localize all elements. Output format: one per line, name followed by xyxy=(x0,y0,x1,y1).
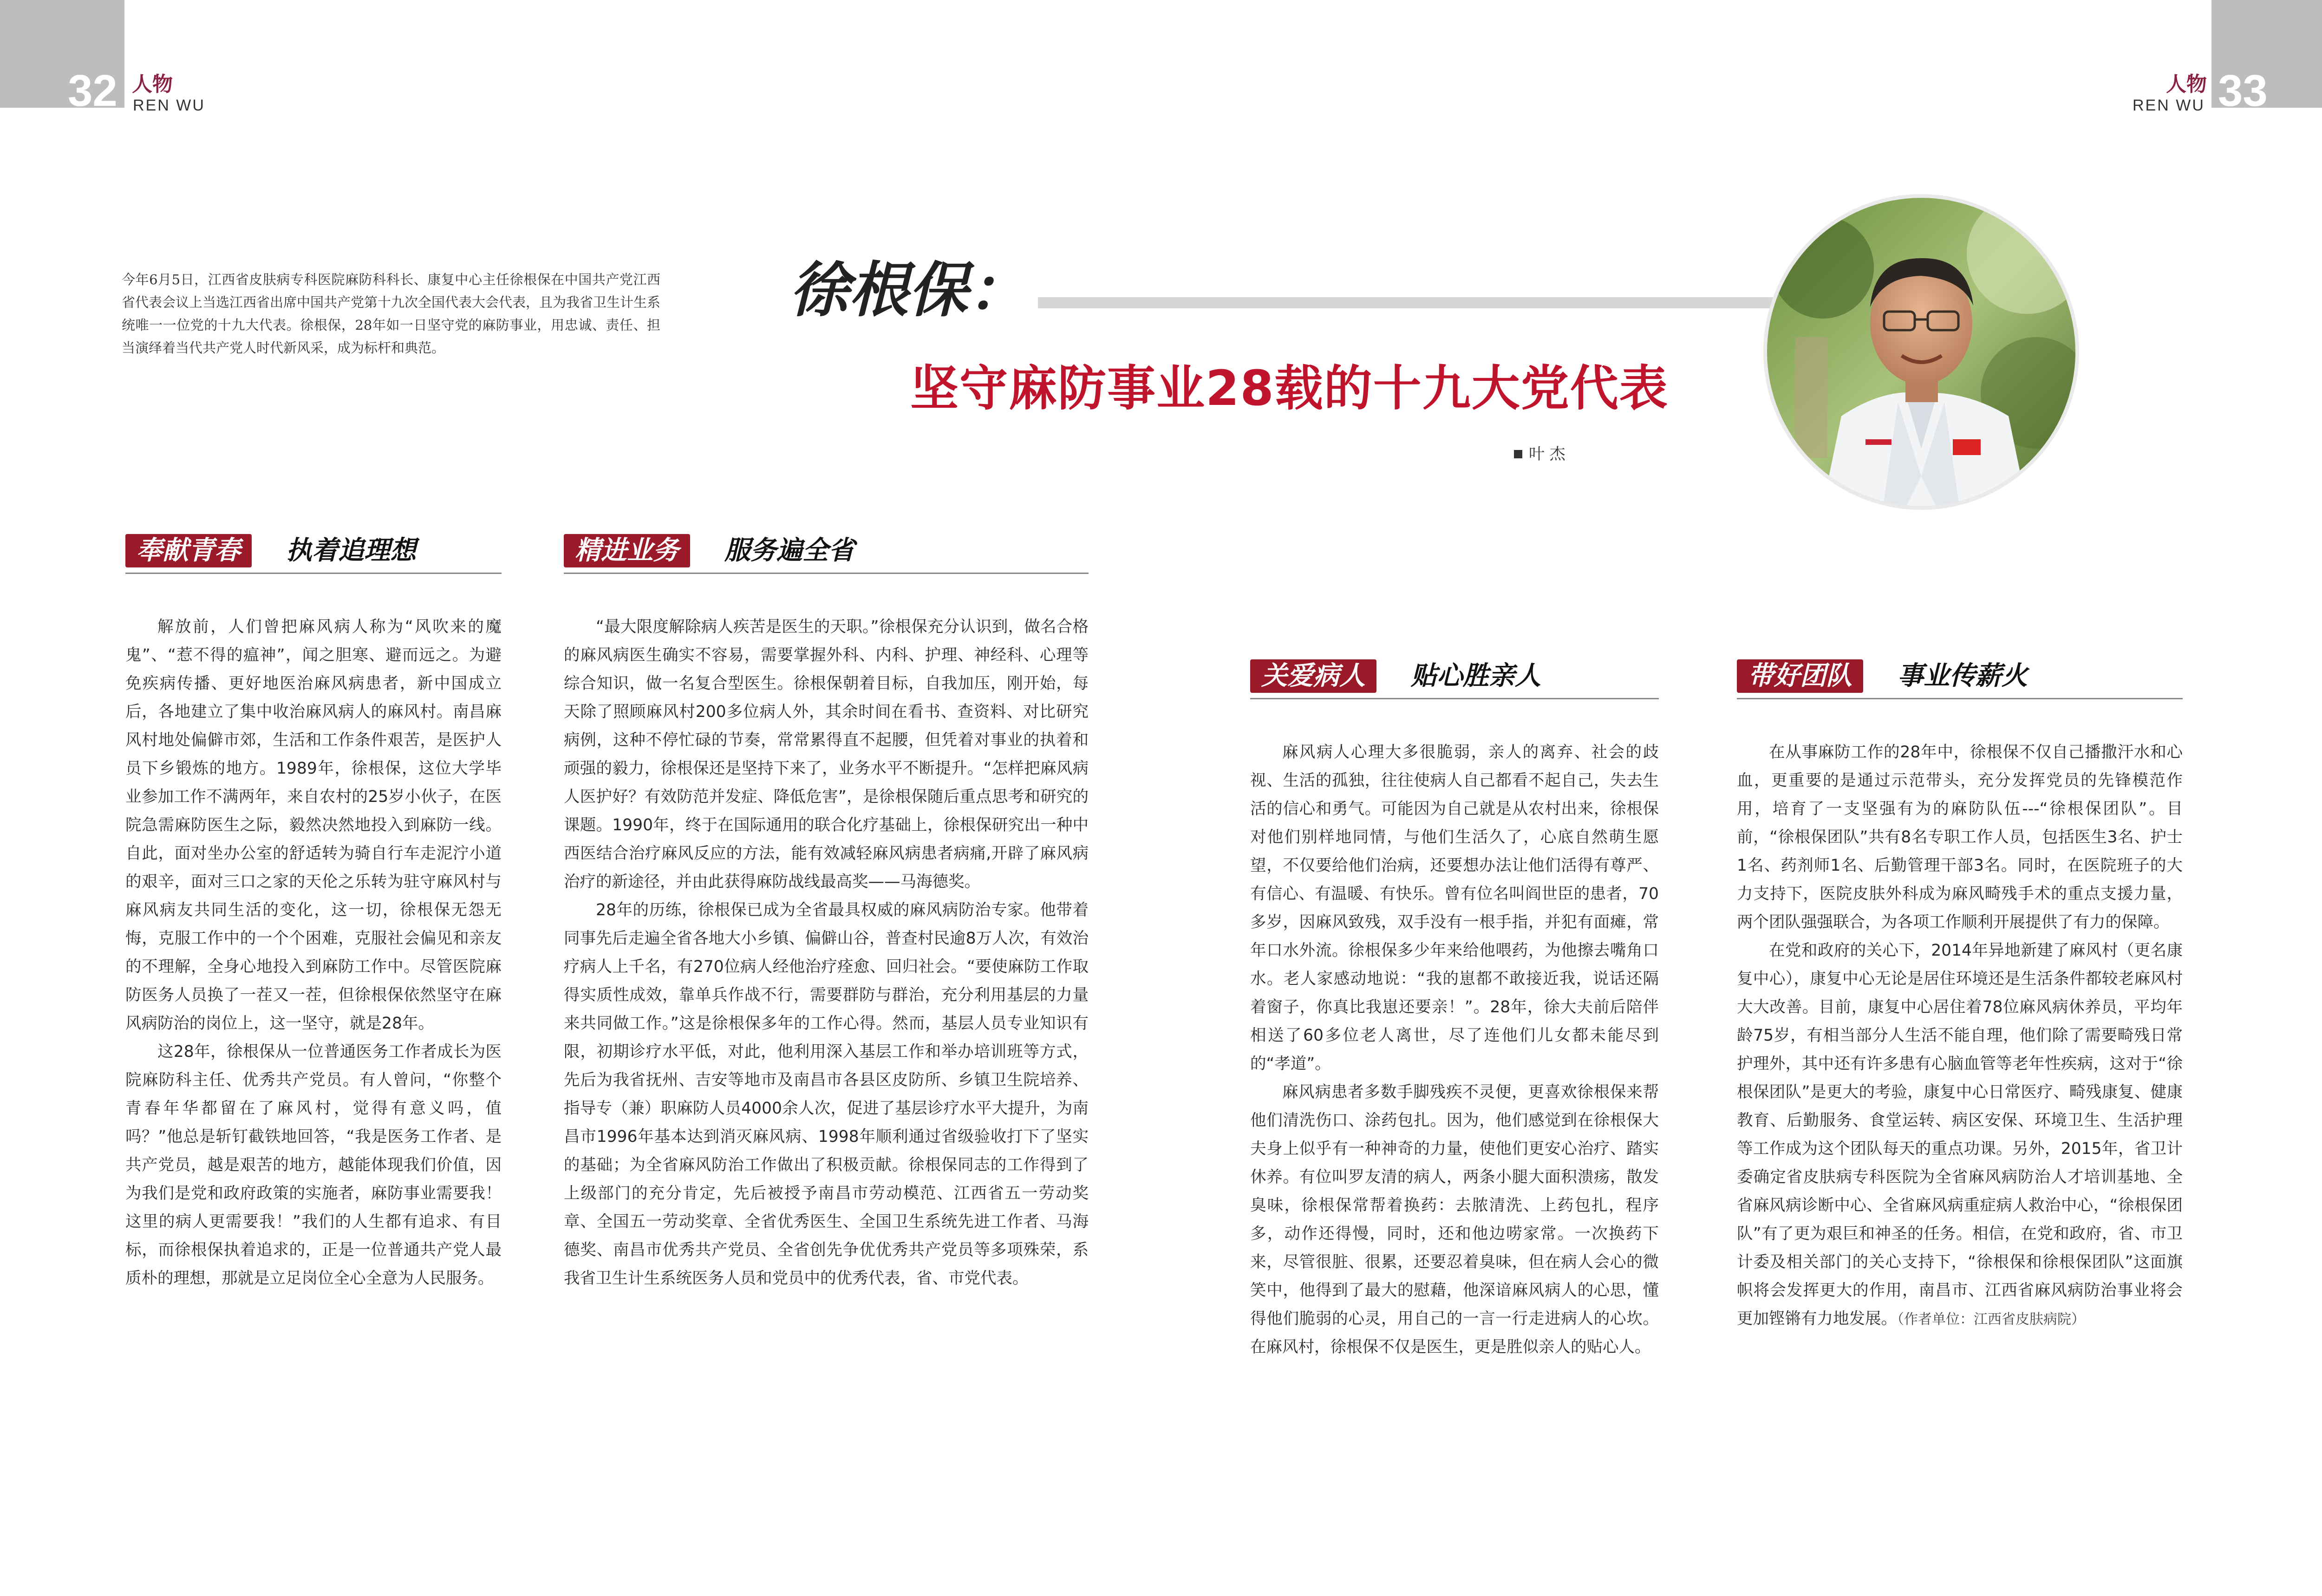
paragraph xyxy=(1737,937,2183,1334)
section-subtitle: 贴心胜亲人 xyxy=(1411,661,1541,691)
paragraph: 麻风病患者多数手脚残疾不灵便，更喜欢徐根保来帮他们清洗伤口、涂药包扎。因为，他们感觉到在徐根保大夫身上似乎有一种神奇的力量，使他们更安心治疗、踏实休养。有位叫罗友清的病人，两条小腿大面积溃疡，散发臭味，徐根保常帮着换药：去脓清洗、上药包扎，程序多，动作还得慢，同时，还和他边唠家常。一次换药下来，尽管很脏、很累，还要忍着臭味，但在病人会心的微笑中，他得到了最大的慰藉，他深谙麻风病人的心思，懂得他们脆弱的心灵，用自己的一言一行走进病人的心坎。在麻风村，徐根保不仅是医生，更是胜似亲人的贴心人。 xyxy=(1250,1083,1659,1356)
section-subtitle: 事业传薪火 xyxy=(1898,661,2028,691)
article-column-2 xyxy=(564,613,1089,1293)
paragraph: “最大限度解除病人疾苦是医生的天职。”徐根保充分认识到，做名合格的麻风病医生确实不容易，需要掌握外科、内科、护理、神经科、心理等综合知识，做一名复合型医生。徐根保朝着目标，自我加压，刚开始，每天除了照顾麻风村200多位病人外，其余时间在看书、查资料、对比研究病例，这种不停忙碌的节奏，常常累得直不起腰，但凭着对事业的执着和顽强的毅力，徐根保还是坚持下来了，业务水平不断提升。“怎样把麻风病人医护好？有效防范并发症、降低危害”，是徐根保随后重点思考和研究的课题。1990年，终于在国际通用的联合化疗基础上，徐根保研究出一种中西医结合治疗麻风反应的方法，能有效减轻麻风病患者病痛,开辟了麻风病治疗的新途径，并由此获得麻防战线最高奖——马海德奖。 xyxy=(564,618,1089,891)
byline-square-icon xyxy=(1514,450,1522,458)
article-column-1 xyxy=(125,613,502,1293)
left-section-label-en: REN WU xyxy=(133,97,205,114)
left-section-label: 人物 xyxy=(132,72,173,96)
section-subtitle: 执着追理想 xyxy=(286,535,416,566)
section-heading-2 xyxy=(564,528,1089,574)
section-tag: 精进业务 xyxy=(564,534,690,567)
right-section-label: 人物 xyxy=(2166,72,2207,96)
section-heading-4 xyxy=(1737,653,2183,699)
right-page-number: 33 xyxy=(2218,66,2268,116)
section-tag: 关爱病人 xyxy=(1250,659,1376,693)
article-column-4 xyxy=(1737,738,2183,1334)
portrait-photo xyxy=(1763,194,2079,510)
author-note: （作者单位：江西省皮肤病院） xyxy=(1897,1311,2085,1328)
paragraph: 麻风病人心理大多很脆弱，亲人的离弃、社会的歧视、生活的孤独，往往使病人自己都看不起自己，失去生活的信心和勇气。可能因为自己就是从农村出来，徐根保对他们别样地同情，与他们生活久了，心底自然萌生愿望，不仅要给他们治病，还要想办法让他们活得有尊严、有信心、有温暖、有快乐。曾有位名叫阎世臣的患者，70多岁，因麻风致残，双手没有一根手指，并犯有面瘫，常年口水外流。徐根保多少年来给他喂药，为他擦去嘴角口水。老人家感动地说：“我的崽都不敢接近我，说话还隔着窗子，你真比我崽还要亲！”。28年，徐大夫前后陪伴相送了60多位老人离世，尽了连他们儿女都未能尽到的“孝道”。 xyxy=(1250,743,1659,1073)
section-underline xyxy=(125,573,502,574)
article-column-3 xyxy=(1250,738,1659,1361)
section-tag: 奉献青春 xyxy=(125,534,252,567)
section-underline xyxy=(564,573,1089,574)
byline xyxy=(1514,441,1565,464)
headline-title: 坚守麻防事业28载的十九大党代表 xyxy=(910,360,1669,417)
byline-author: 叶 杰 xyxy=(1529,445,1565,463)
section-underline xyxy=(1737,698,2183,699)
section-tag: 带好团队 xyxy=(1737,659,1863,693)
article-lede: 今年6月5日，江西省皮肤病专科医院麻防科科长、康复中心主任徐根保在中国共产党江西省代表会议上当选江西省出席中国共产党第十九次全国代表大会代表，且为我省卫生计生系统唯一一位党的十九大代表。徐根保，28年如一日坚守党的麻防事业，用忠诚、责任、担当演绎着当代共产党人时代新风采，成为标杆和典范。 xyxy=(122,272,661,356)
section-heading-1 xyxy=(125,528,502,574)
section-subtitle: 服务遍全省 xyxy=(724,535,854,566)
paragraph: 28年的历练，徐根保已成为全省最具权威的麻风病防治专家。他带着同事先后走遍全省各地大小乡镇、偏僻山谷，普查村民逾8万人次，有效治疗病人上千名，有270位病人经他治疗痊愈、回归社会。“要使麻防工作取得实质性成效，靠单兵作战不行，需要群防与群治，充分利用基层的力量来共同做工作。”这是徐根保多年的工作心得。然而，基层人员专业知识有限，初期诊疗水平低，对此，他利用深入基层工作和举办培训班等方式，先后为我省抚州、吉安等地市及南昌市各县区皮防所、乡镇卫生院培养、指导专（兼）职麻防人员4000余人次，促进了基层诊疗水平大提升，为南昌市1996年基本达到消灭麻风病、1998年顺利通过省级验收打下了坚实的基础；为全省麻风防治工作做出了积极贡献。徐根保同志的工作得到了上级部门的充分肯定，先后被授予南昌市劳动模范、江西省五一劳动奖章、全国五一劳动奖章、全省优秀医生、全国卫生系统先进工作者、马海德奖、南昌市优秀共产党员、全省创先争优优秀共产党员等多项殊荣，系我省卫生计生系统医务人员和党员中的优秀代表，省、市党代表。 xyxy=(564,901,1089,1288)
paragraph: 在从事麻防工作的28年中，徐根保不仅自己播撒汗水和心血，更重要的是通过示范带头，充分发挥党员的先锋模范作用，培育了一支坚强有为的麻防队伍---“徐根保团队”。目前，“徐根保团队”共有8名专职工作人员，包括医生3名、护士1名、药剂师1名、后勤管理干部3名。同时，在医院班子的大力支持下，医院皮肤外科成为麻风畸残手术的重点支援力量，两个团队强强联合，为各项工作顺利开展提供了有力的保障。 xyxy=(1737,743,2183,932)
section-underline xyxy=(1250,698,1659,699)
paragraph: 这28年，徐根保从一位普通医务工作者成长为医院麻防科主任、优秀共产党员。有人曾问，“你整个青春年华都留在了麻风村，觉得有意义吗，值吗？”他总是斩钉截铁地回答，“我是医务工作者、是共产党员，越是艰苦的地方，越能体现我们价值，因为我们是党和政府政策的实施者，麻防事业需要我！这里的病人更需要我！”我们的人生都有追求、有目标，而徐根保执着追求的，正是一位普通共产党人最质朴的理想，那就是立足岗位全心全意为人民服务。 xyxy=(125,1042,502,1288)
headline-name: 徐根保： xyxy=(789,256,1028,325)
paragraph: 解放前，人们曾把麻风病人称为“风吹来的魔鬼”、“惹不得的瘟神”，闻之胆寒、避而远之。为避免疾病传播、更好地医治麻风病患者，新中国成立后，各地建立了集中收治麻风病人的麻风村。南昌麻风村地处偏僻市郊，生活和工作条件艰苦，是医护人员下乡锻炼的地方。1989年，徐根保，这位大学毕业参加工作不满两年，来自农村的25岁小伙子，在医院急需麻防医生之际，毅然决然地投入到麻防一线。自此，面对坐办公室的舒适转为骑自行车走泥泞小道的艰辛，面对三口之家的天伦之乐转为驻守麻风村与麻风病友共同生活的变化，这一切，徐根保无怨无悔，克服工作中的一个个困难，克服社会偏见和亲友的不理解，全身心地投入到麻防工作中。尽管医院麻防医务人员换了一茬又一茬，但徐根保依然坚守在麻风病防治的岗位上，这一坚守，就是28年。 xyxy=(125,618,502,1033)
section-heading-3 xyxy=(1250,653,1659,699)
left-page-number: 32 xyxy=(68,66,117,116)
headline-rule xyxy=(1038,297,1790,308)
right-section-label-en: REN WU xyxy=(2133,97,2205,114)
paragraph-text: 在党和政府的关心下，2014年异地新建了麻风村（更名康复中心），康复中心无论是居住环境还是生活条件都较老麻风村大大改善。目前，康复中心居住着78位麻风病休养员，平均年龄75岁，有相当部分人生活不能自理，他们除了需要畸残日常护理外，其中还有许多患有心脑血管等老年性疾病，这对于“徐根保团队”是更大的考验，康复中心日常医疗、畸残康复、健康教育、后勤服务、食堂运转、病区安保、环境卫生、生活护理等工作成为这个团队每天的重点功课。另外，2015年，省卫计委确定省皮肤病专科医院为全省麻风病防治人才培训基地、全省麻风病诊断中心、全省麻风病重症病人救治中心，“徐根保团队”有了更为艰巨和神圣的任务。相信，在党和政府，省、市卫计委及相关部门的关心支持下，“徐根保和徐根保团队”这面旗帜将会发挥更大的作用，南昌市、江西省麻风病防治事业将会更加铿锵有力地发展。 xyxy=(1737,941,2183,1328)
